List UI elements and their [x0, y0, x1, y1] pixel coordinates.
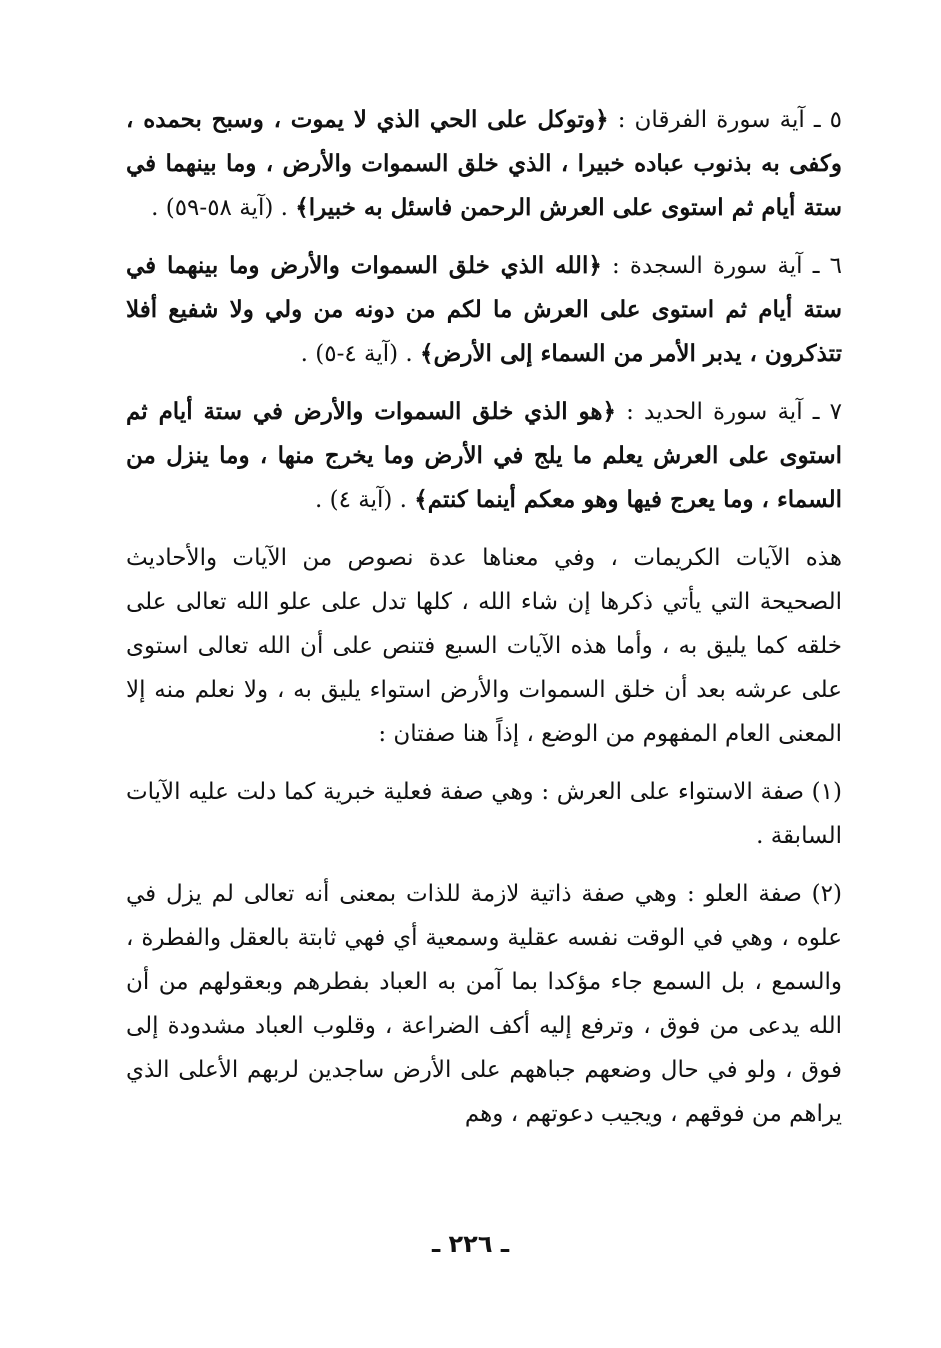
verse-citation: . (آية ٤) .: [314, 487, 415, 513]
attribute-istiwa-paragraph: (١) صفة الاستواء على العرش : وهي صفة فعلية خبرية كما دلت عليه الآيات السابقة .: [126, 779, 842, 849]
page-body: [126, 98, 842, 1338]
verse-paragraph-hadid: [126, 390, 842, 522]
page-number: ـ ٢٢٦ ـ: [431, 1230, 510, 1258]
verse-lead: ٧ ـ آية سورة الحديد :: [615, 399, 843, 425]
verse-paragraph-furqan: [126, 98, 842, 230]
commentary-paragraph: هذه الآيات الكريمات ، وفي معناها عدة نصوص من الآيات والأحاديث الصحيحة التي يأتي ذكرها إن شاء الله ، كلها تدل على علو الله تعالى على خلقه كما يليق به ، وأما هذه الآيات السبع فتنص على أن الله تعالى استوى على عرشه بعد أن خلق السموات والأرض استواء يليق به ، ولا نعلم منه إلا المعنى العام المفهوم من الوضع ، إذاً هنا صفتان :: [126, 545, 842, 747]
verse-quote: ﴿هو الذي خلق السموات والأرض في ستة أيام ثم استوى على العرش يعلم ما يلج في الأرض وما يخرج منها ، وما ينزل من السماء ، وما يعرج فيها وهو معكم أينما كنتم﴾: [126, 398, 842, 513]
verse-citation: . (آية ٥٨-٥٩) .: [151, 195, 296, 221]
verse-lead: ٦ ـ آية سورة السجدة :: [601, 253, 842, 279]
verse-paragraph-sajda: [126, 244, 842, 376]
attribute-uluw-paragraph: (٢) صفة العلو : وهي صفة ذاتية لازمة للذات بمعنى أنه تعالى لم يزل في علوه ، وهي في الوقت نفسه عقلية وسمعية أي فهي ثابتة بالعقل والفطرة ، والسمع ، بل السمع جاء مؤكدا بما آمن به العباد بفطرهم وبعقولهم من أن الله يدعى من فوق ، وترفع إليه أكف الضراعة ، وقلوب العباد مشدودة إلى فوق ، ولو في حال وضعهم جباههم على الأرض ساجدين لربهم الأعلى الذي يراهم من فوقهم ، ويجيب دعوتهم ، وهم: [126, 881, 842, 1127]
verse-quote: ﴿وتوكل على الحي الذي لا يموت ، وسبح بحمده ، وكفى به بذنوب عباده خبيرا ، الذي خلق السموات والأرض ، وما بينهما في ستة أيام ثم استوى على العرش الرحمن فاسئل به خبيرا﴾: [126, 106, 842, 221]
verse-lead: ٥ ـ آية سورة الفرقان :: [608, 107, 843, 133]
verse-citation: . (آية ٤-٥) .: [300, 341, 421, 367]
verse-quote: ﴿الله الذي خلق السموات والأرض وما بينهما في ستة أيام ثم استوى على العرش ما لكم من دونه من ولي ولا شفيع أفلا تتذكرون ، يدبر الأمر من السماء إلى الأرض﴾: [126, 252, 842, 367]
